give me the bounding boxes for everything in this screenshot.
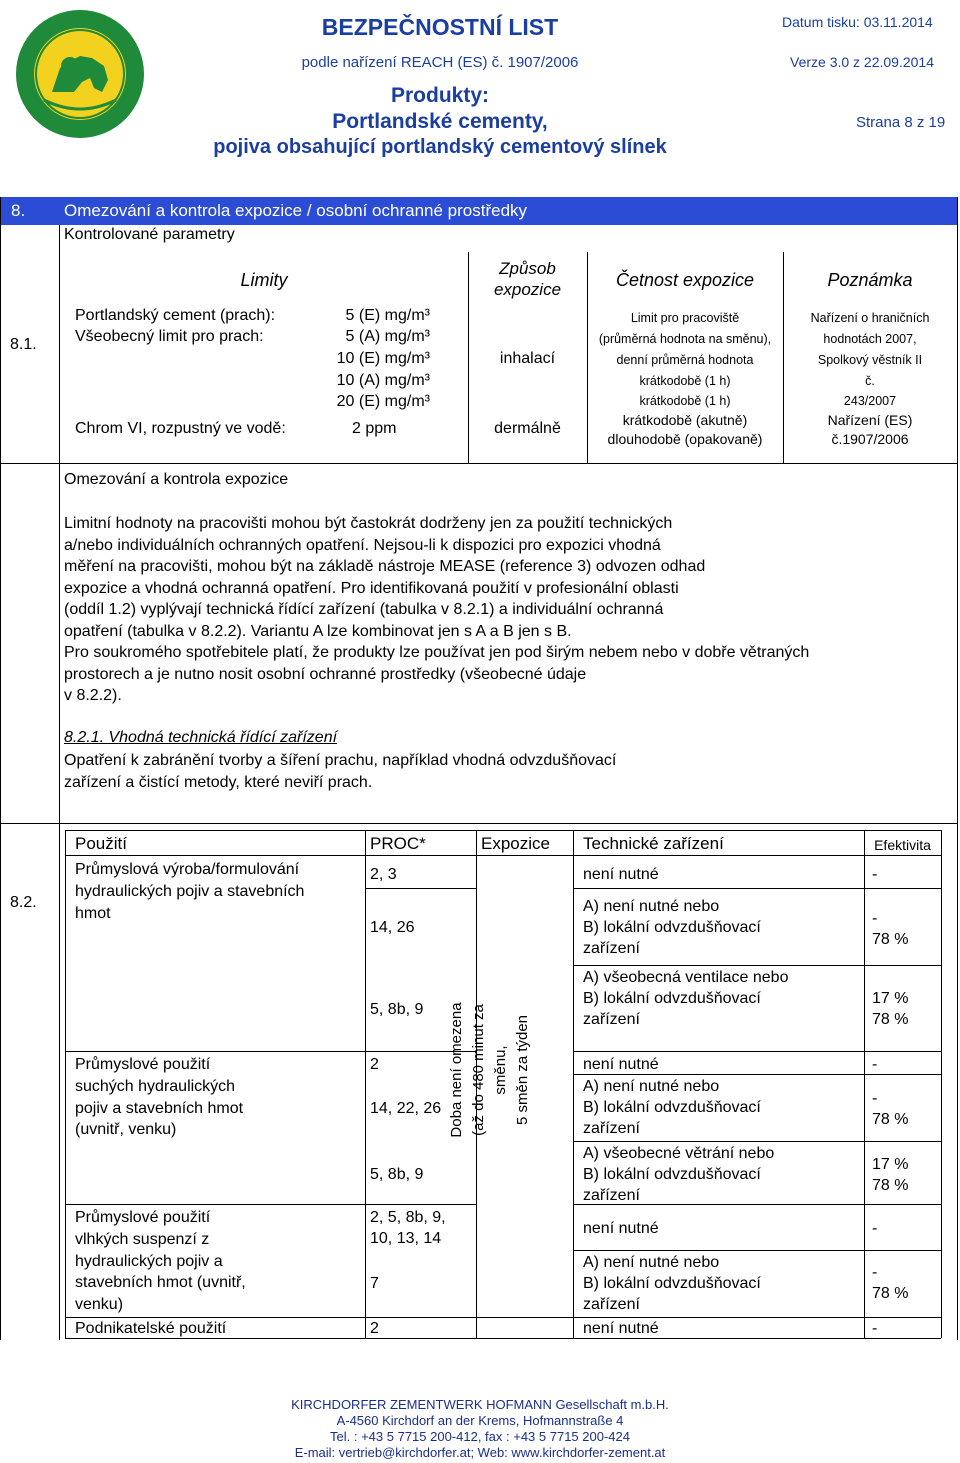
footer-address: A-4560 Kirchdorf an der Krems, Hofmannstraße 4 — [336, 1413, 624, 1428]
g4-tech: není nutné — [583, 1320, 659, 1337]
g1-eff-2-0: 17 % — [872, 990, 909, 1007]
t82-header-tech: Technické zařízení — [583, 834, 724, 853]
g2-use-3: (uvnitř, venku) — [75, 1121, 177, 1138]
g2-tech-0: není nutné — [583, 1056, 659, 1073]
g1-tech-2-2: zařízení — [583, 1011, 640, 1028]
logo — [14, 8, 146, 140]
freq-line-2: denní průměrná hodnota — [616, 353, 754, 367]
g1-eff-1-1: 78 % — [872, 931, 909, 948]
control-line-0: Limitní hodnoty na pracovišti mohou být častokrát dodrženy jen za použití technických — [64, 515, 673, 532]
g1-eff-0: - — [872, 866, 878, 883]
version: Verze 3.0 z 22.09.2014 — [790, 54, 934, 70]
note-line-1: hodnotách 2007, — [823, 332, 917, 346]
route-inhalation: inhalací — [499, 350, 556, 367]
g2-use-1: suchých hydraulických — [75, 1078, 236, 1095]
g2-tech-2-1: B) lokální odvzdušňovací — [583, 1166, 761, 1183]
control-line-7: prostorech a je nutno nosit osobní ochranné prostředky (všeobecné údaje — [64, 665, 587, 683]
chrom-label: Chrom VI, rozpustný ve vodě: — [75, 420, 286, 437]
sub-heading-8-2-1: 8.2.1. Vhodná technická řídící zařízení — [64, 729, 338, 746]
footer-email: E-mail: vertrieb@kirchdorfer.at; Web: www.kirchdorfer-zement.at — [294, 1445, 666, 1460]
g3-tech-0: není nutné — [583, 1220, 659, 1237]
g2-tech-1-0: A) není nutné nebo — [583, 1078, 720, 1095]
g2-proc-2: 5, 8b, 9 — [370, 1166, 424, 1183]
g3-use-4: venku) — [75, 1296, 124, 1313]
freq-line-1: (průměrná hodnota na směnu), — [598, 332, 772, 346]
products-label: Produkty: — [390, 84, 489, 107]
g2-proc-0: 2 — [370, 1056, 379, 1073]
g4-eff: - — [872, 1320, 878, 1337]
g2-eff-1-0: - — [872, 1090, 878, 1107]
control-line-6: Pro soukromého spotřebitele platí, že produkty lze používat jen pod širým nebem nebo v dobře větraných — [64, 644, 810, 661]
sub-line-0: Opatření k zabránění tvorby a šíření prachu, například vhodná odvzdušňovací — [64, 752, 617, 769]
exposure-line-2: 5 směn za týden — [514, 1014, 531, 1126]
section-number: 8. — [11, 201, 26, 220]
chrom-value: 2 ppm — [352, 420, 397, 437]
note-line-3: č. — [865, 374, 875, 388]
g3-eff-1-0: - — [872, 1264, 878, 1281]
note2-line-1: č.1907/2006 — [831, 431, 909, 447]
g3-tech-1-1: B) lokální odvzdušňovací — [583, 1275, 761, 1292]
t82-header-eff: Efektivita — [874, 837, 931, 853]
limit-value-4: 20 (E) mg/m³ — [336, 393, 430, 410]
g3-use-1: vlhkých suspenzí z — [75, 1231, 210, 1248]
g2-eff-2-1: 78 % — [872, 1177, 909, 1194]
g3-tech-1-2: zařízení — [583, 1296, 640, 1313]
exposure-line-0: Doba není omezena — [448, 1002, 465, 1138]
g1-eff-1-0: - — [872, 910, 878, 927]
t82-header-exposure: Expozice — [481, 834, 550, 853]
page-number: Strana 8 z 19 — [856, 114, 946, 131]
header-limits: Limity — [240, 270, 288, 290]
freq-line-3: krátkodobě (1 h) — [639, 374, 731, 388]
product-line-1: Portlandské cementy, — [332, 110, 548, 133]
g1-tech-1-1: B) lokální odvzdušňovací — [583, 919, 761, 936]
freq2-line-1: dlouhodobě (opakovaně) — [607, 431, 763, 447]
header-route: Způsob expozice — [493, 259, 562, 299]
control-line-2: měření na pracovišti, mohou být na základě nástroje MEASE (reference 3) odvozen odhad — [64, 558, 706, 575]
g3-use-0: Průmyslové použití — [75, 1209, 211, 1226]
g2-tech-1-2: zařízení — [583, 1120, 640, 1137]
t82-header-proc: PROC* — [370, 834, 426, 853]
g2-use-0: Průmyslové použití — [75, 1056, 211, 1073]
g1-eff-2-1: 78 % — [872, 1011, 909, 1028]
g1-tech-1-2: zařízení — [583, 940, 640, 957]
sub-line-1: zařízení a čistící metody, které neviří prach. — [64, 773, 373, 791]
g3-proc-1: 7 — [370, 1275, 379, 1292]
g3-use-3: stavebních hmot (uvnitř, — [75, 1274, 246, 1291]
note-line-4: 243/2007 — [843, 394, 897, 408]
g2-tech-2-0: A) všeobecné větrání nebo — [583, 1145, 775, 1162]
g1-tech-1-0: A) není nutné nebo — [583, 898, 720, 915]
g4-proc: 2 — [370, 1320, 379, 1337]
product-line-2: pojiva obsahující portlandský cementový slínek — [213, 136, 667, 158]
g1-proc-1: 14, 26 — [370, 919, 415, 936]
footer — [180, 1397, 780, 1461]
section-title: Omezování a kontrola expozice / osobní ochranné prostředky — [64, 201, 528, 220]
regulation: podle nařízení REACH (ES) č. 1907/2006 — [301, 54, 579, 71]
g2-eff-1-1: 78 % — [872, 1111, 909, 1128]
freq-line-4: krátkodobě (1 h) — [639, 394, 731, 408]
exposure-rotated — [446, 985, 531, 1155]
limit-value-0: 5 (E) mg/m³ — [345, 307, 430, 324]
limit-label-0: Portlandský cement (prach): — [75, 307, 276, 324]
control-line-3: expozice a vhodná ochranná opatření. Pro identifikovaná použití v profesionální oblasti — [64, 579, 679, 597]
control-body — [64, 513, 956, 707]
g2-use-2: pojiv a stavebních hmot — [75, 1100, 244, 1117]
g1-use-2: hmot — [75, 905, 111, 922]
freq-line-0: Limit pro pracoviště — [630, 311, 740, 325]
control-line-8: v 8.2.2). — [64, 687, 122, 704]
g2-eff-0: - — [872, 1056, 878, 1073]
note-line-2: Spolkový věstník II — [817, 353, 923, 367]
t82-header-use: Použití — [75, 834, 127, 853]
g1-use-0: Průmyslová výroba/formulování — [75, 861, 300, 878]
footer-company: KIRCHDORFER ZEMENTWERK HOFMANN Gesellschaft m.b.H. — [291, 1397, 669, 1412]
g2-eff-2-0: 17 % — [872, 1156, 909, 1173]
g1-use-1: hydraulických pojiv a stavebních — [75, 883, 305, 900]
g4-use: Podnikatelské použití — [75, 1320, 227, 1337]
note2-line-0: Nařízení (ES) — [827, 412, 913, 428]
limit-value-3: 10 (A) mg/m³ — [336, 372, 430, 389]
g3-eff-1-1: 78 % — [872, 1285, 909, 1302]
g1-tech-2-1: B) lokální odvzdušňovací — [583, 990, 761, 1007]
document-title: BEZPEČNOSTNÍ LIST — [321, 14, 559, 40]
header-note: Poznámka — [827, 270, 913, 290]
g2-proc-1: 14, 22, 26 — [370, 1100, 442, 1117]
exposure-line-1: (až do 480 minut za směnu, — [470, 1004, 509, 1136]
control-heading: Omezování a kontrola expozice — [64, 471, 289, 488]
control-line-1: a/nebo individuálních ochranných opatření. Nejsou-li k dispozici pro expozici vhodná — [64, 536, 661, 554]
control-line-5: opatření (tabulka v 8.2.2). Variantu A lze kombinovat jen s A a B jen s B. — [64, 622, 572, 640]
freq2-line-0: krátkodobě (akutně) — [622, 412, 748, 428]
section-subtitle: Kontrolované parametry — [64, 226, 235, 243]
g3-eff-0: - — [872, 1220, 878, 1237]
g1-proc-0: 2, 3 — [370, 866, 397, 883]
g1-tech-2-0: A) všeobecná ventilace nebo — [583, 969, 789, 986]
sub-body — [64, 750, 616, 793]
g2-tech-1-1: B) lokální odvzdušňovací — [583, 1099, 761, 1116]
print-date: Datum tisku: 03.11.2014 — [782, 14, 933, 30]
g3-proc-0: 2, 5, 8b, 9, 10, 13, 14 — [370, 1209, 446, 1247]
g1-tech-0: není nutné — [583, 866, 659, 883]
g3-tech-1-0: A) není nutné nebo — [583, 1254, 720, 1271]
g3-use-2: hydraulických pojiv a — [75, 1253, 223, 1270]
footer-phone: Tel. : +43 5 7715 200-412, fax : +43 5 7715 200-424 — [330, 1429, 630, 1444]
limit-value-2: 10 (E) mg/m³ — [336, 350, 430, 367]
header-frequency: Četnost expozice — [615, 270, 755, 290]
route-dermal: dermálně — [494, 420, 561, 437]
note-line-0: Nařízení o hraničních — [810, 311, 930, 325]
control-line-4: (oddíl 1.2) vyplývají technická řídící zařízení (tabulka v 8.2.1) a individuální ochranná — [64, 601, 664, 618]
sub-number-8-2: 8.2. — [10, 894, 37, 911]
limit-value-1: 5 (A) mg/m³ — [345, 328, 430, 345]
g2-tech-2-2: zařízení — [583, 1187, 640, 1204]
limit-label-1: Všeobecný limit pro prach: — [75, 328, 264, 345]
sub-number-8-1: 8.1. — [10, 336, 37, 353]
g1-proc-2: 5, 8b, 9 — [370, 1001, 424, 1018]
